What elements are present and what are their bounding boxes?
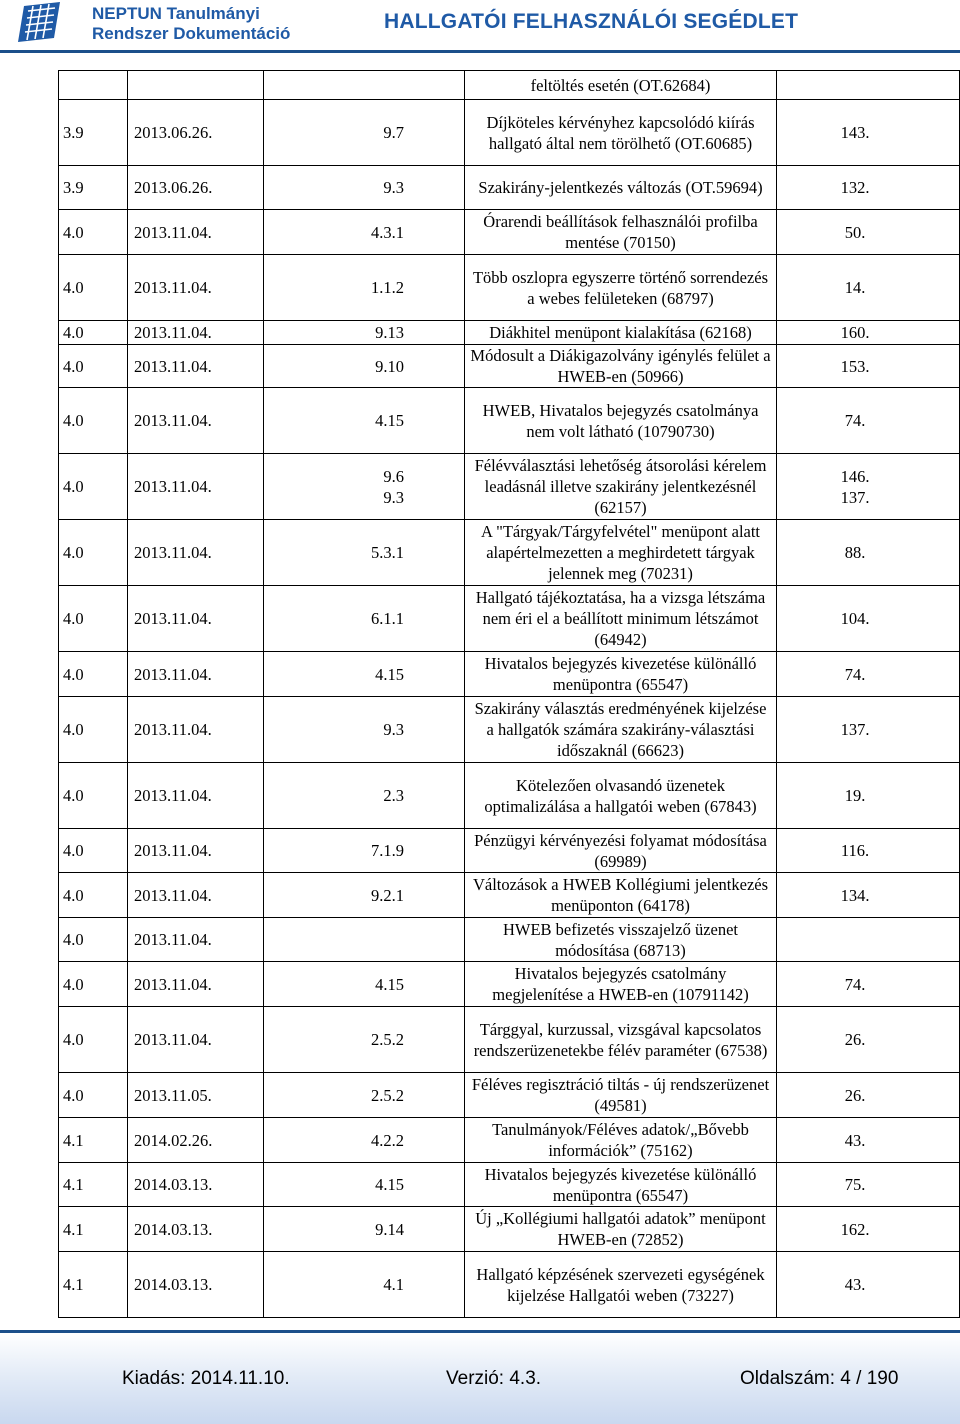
change-log-table [58,70,960,1318]
cell-desc: Hallgató tájékoztatása, ha a vizsga létszáma nem éri el a beállított minimum létszámot (64942) [465,586,777,652]
table-row [59,763,960,829]
cell-desc: Órarendi beállítások felhasználói profilba mentése (70150) [465,210,777,255]
cell-page: 74. [777,388,960,454]
footer-version: Verzió: 4.3. [446,1368,542,1389]
cell-page: 75. [777,1163,960,1207]
cell-page: 146. 137. [777,454,960,520]
change-log-table-wrapper [58,70,960,1318]
cell-desc: A "Tárgyak/Tárgyfelvétel" menüpont alatt alapértelmezetten a meghirdetett tárgyak jelennek meg (70231) [465,520,777,586]
cell-chapter: 5.3.1 [264,520,465,586]
cell-page: 162. [777,1207,960,1252]
table-row [59,1007,960,1073]
footer-release-date: Kiadás: 2014.11.10. [122,1368,290,1389]
cell-chapter [264,918,465,962]
cell-ver: 3.9 [59,100,128,166]
table-row [59,697,960,763]
cell-page: 74. [777,962,960,1007]
table-row [59,1073,960,1118]
cell-chapter: 9.10 [264,345,465,388]
cell-date: 2013.11.04. [128,520,264,586]
cell-ver: 4.0 [59,697,128,763]
cell-page: 88. [777,520,960,586]
table-row [59,1163,960,1207]
page-header [0,0,960,53]
cell-chapter: 9.13 [264,321,465,345]
cell-chapter: 2.3 [264,763,465,829]
cell-date: 2013.11.04. [128,873,264,918]
cell-date [128,71,264,100]
cell-ver: 4.1 [59,1252,128,1318]
cell-ver: 4.1 [59,1207,128,1252]
cell-chapter: 1.1.2 [264,255,465,321]
table-row [59,652,960,697]
cell-ver: 4.0 [59,345,128,388]
cell-page: 26. [777,1007,960,1073]
cell-desc: Féléves regisztráció tiltás - új rendszerüzenet (49581) [465,1073,777,1118]
cell-date: 2013.11.04. [128,918,264,962]
cell-page: 153. [777,345,960,388]
document-title: HALLGATÓI FELHASZNÁLÓI SEGÉDLET [384,10,799,33]
table-row [59,71,960,100]
cell-page: 143. [777,100,960,166]
table-row [59,829,960,873]
cell-desc: Pénzügyi kérvényezési folyamat módosítása (69989) [465,829,777,873]
cell-chapter: 9.2.1 [264,873,465,918]
cell-date: 2013.11.04. [128,210,264,255]
cell-chapter: 2.5.2 [264,1073,465,1118]
cell-chapter: 9.3 [264,697,465,763]
cell-desc: Tárggyal, kurzussal, vizsgával kapcsolatos rendszerüzenetekbe félév paraméter (67538) [465,1007,777,1073]
cell-page [777,71,960,100]
cell-date: 2013.11.04. [128,586,264,652]
cell-ver: 4.0 [59,962,128,1007]
cell-desc: Szakirány-jelentkezés változás (OT.59694) [465,166,777,210]
cell-chapter: 4.15 [264,652,465,697]
cell-ver: 4.0 [59,829,128,873]
cell-page: 116. [777,829,960,873]
cell-date: 2013.06.26. [128,166,264,210]
cell-chapter: 4.15 [264,1163,465,1207]
cell-page [777,918,960,962]
cell-page: 43. [777,1118,960,1163]
cell-chapter: 9.3 [264,166,465,210]
cell-desc: Új „Kollégiumi hallgatói adatok” menüpont HWEB-en (72852) [465,1207,777,1252]
table-row [59,1252,960,1318]
cell-page: 14. [777,255,960,321]
cell-page: 74. [777,652,960,697]
cell-date: 2013.11.04. [128,388,264,454]
cell-date: 2013.11.04. [128,652,264,697]
cell-date: 2013.11.04. [128,829,264,873]
cell-desc: HWEB befizetés visszajelző üzenet módosítása (68713) [465,918,777,962]
cell-date: 2013.11.04. [128,697,264,763]
cell-ver: 4.0 [59,763,128,829]
cell-chapter: 4.3.1 [264,210,465,255]
cell-date: 2014.03.13. [128,1207,264,1252]
cell-desc: Félévválasztási lehetőség átsorolási kérelem leadásnál illetve szakirány jelentkezésnél (62157) [465,454,777,520]
cell-page: 134. [777,873,960,918]
cell-chapter: 9.7 [264,100,465,166]
cell-chapter: 6.1.1 [264,586,465,652]
cell-chapter: 7.1.9 [264,829,465,873]
cell-date: 2014.03.13. [128,1252,264,1318]
cell-page: 50. [777,210,960,255]
cell-ver: 4.0 [59,873,128,918]
cell-desc: Hivatalos bejegyzés csatolmány megjelenítése a HWEB-en (10791142) [465,962,777,1007]
cell-page: 137. [777,697,960,763]
cell-chapter: 4.1 [264,1252,465,1318]
table-row [59,100,960,166]
cell-ver: 4.0 [59,255,128,321]
cell-date: 2013.11.04. [128,321,264,345]
cell-ver [59,71,128,100]
table-row [59,918,960,962]
cell-desc: Szakirány választás eredményének kijelzése a hallgatók számára szakirány-választási időszaknál (66623) [465,697,777,763]
cell-chapter: 9.6 9.3 [264,454,465,520]
cell-date: 2013.06.26. [128,100,264,166]
cell-desc: Módosult a Diákigazolvány igénylés felület a HWEB-en (50966) [465,345,777,388]
cell-chapter: 4.2.2 [264,1118,465,1163]
cell-desc: Diákhitel menüpont kialakítása (62168) [465,321,777,345]
table-row [59,962,960,1007]
cell-page: 43. [777,1252,960,1318]
cell-desc: feltöltés esetén (OT.62684) [465,71,777,100]
table-row [59,321,960,345]
cell-ver: 4.0 [59,918,128,962]
cell-page: 26. [777,1073,960,1118]
cell-date: 2013.11.04. [128,763,264,829]
cell-ver: 4.0 [59,210,128,255]
cell-ver: 4.1 [59,1118,128,1163]
table-row [59,1118,960,1163]
cell-date: 2013.11.04. [128,1007,264,1073]
cell-date: 2014.02.26. [128,1118,264,1163]
cell-chapter [264,71,465,100]
cell-ver: 4.0 [59,388,128,454]
table-row [59,388,960,454]
change-log-table-body [59,71,960,1318]
table-row [59,210,960,255]
org-name-line2: Rendszer Dokumentáció [92,24,291,43]
cell-date: 2013.11.04. [128,454,264,520]
cell-ver: 4.0 [59,652,128,697]
cell-ver: 4.0 [59,321,128,345]
cell-desc: Díjköteles kérvényhez kapcsolódó kiírás hallgató által nem törölhető (OT.60685) [465,100,777,166]
cell-date: 2013.11.04. [128,345,264,388]
cell-desc: Tanulmányok/Féléves adatok/„Bővebb információk” (75162) [465,1118,777,1163]
table-row [59,586,960,652]
cell-desc: Hivatalos bejegyzés kivezetése különálló menüpontra (65547) [465,652,777,697]
cell-chapter: 9.14 [264,1207,465,1252]
cell-chapter: 4.15 [264,962,465,1007]
table-row [59,520,960,586]
cell-date: 2014.03.13. [128,1163,264,1207]
org-name [92,4,352,44]
cell-chapter: 2.5.2 [264,1007,465,1073]
cell-desc: Hallgató képzésének szervezeti egységének kijelzése Hallgatói weben (73227) [465,1252,777,1318]
cell-page: 19. [777,763,960,829]
table-row [59,255,960,321]
cell-ver: 4.1 [59,1163,128,1207]
cell-date: 2013.11.05. [128,1073,264,1118]
cell-ver: 4.0 [59,586,128,652]
cell-chapter: 4.15 [264,388,465,454]
table-row [59,873,960,918]
cell-date: 2013.11.04. [128,962,264,1007]
table-row [59,454,960,520]
table-row [59,345,960,388]
cell-date: 2013.11.04. [128,255,264,321]
table-row [59,166,960,210]
cell-ver: 4.0 [59,1073,128,1118]
table-row [59,1207,960,1252]
cell-ver: 4.0 [59,1007,128,1073]
cell-ver: 3.9 [59,166,128,210]
cell-desc: Hivatalos bejegyzés kivezetése különálló menüpontra (65547) [465,1163,777,1207]
cell-ver: 4.0 [59,520,128,586]
neptun-logo-icon [16,2,62,42]
cell-desc: Kötelezően olvasandó üzenetek optimalizálása a hallgatói weben (67843) [465,763,777,829]
cell-page: 160. [777,321,960,345]
org-name-line1: NEPTUN Tanulmányi [92,4,260,23]
cell-desc: HWEB, Hivatalos bejegyzés csatolmánya nem volt látható (10790730) [465,388,777,454]
footer-page-number: Oldalszám: 4 / 190 [740,1368,899,1389]
cell-desc: Változások a HWEB Kollégiumi jelentkezés menüponton (64178) [465,873,777,918]
cell-page: 132. [777,166,960,210]
cell-ver: 4.0 [59,454,128,520]
cell-desc: Több oszlopra egyszerre történő sorrendezés a webes felületeken (68797) [465,255,777,321]
cell-page: 104. [777,586,960,652]
